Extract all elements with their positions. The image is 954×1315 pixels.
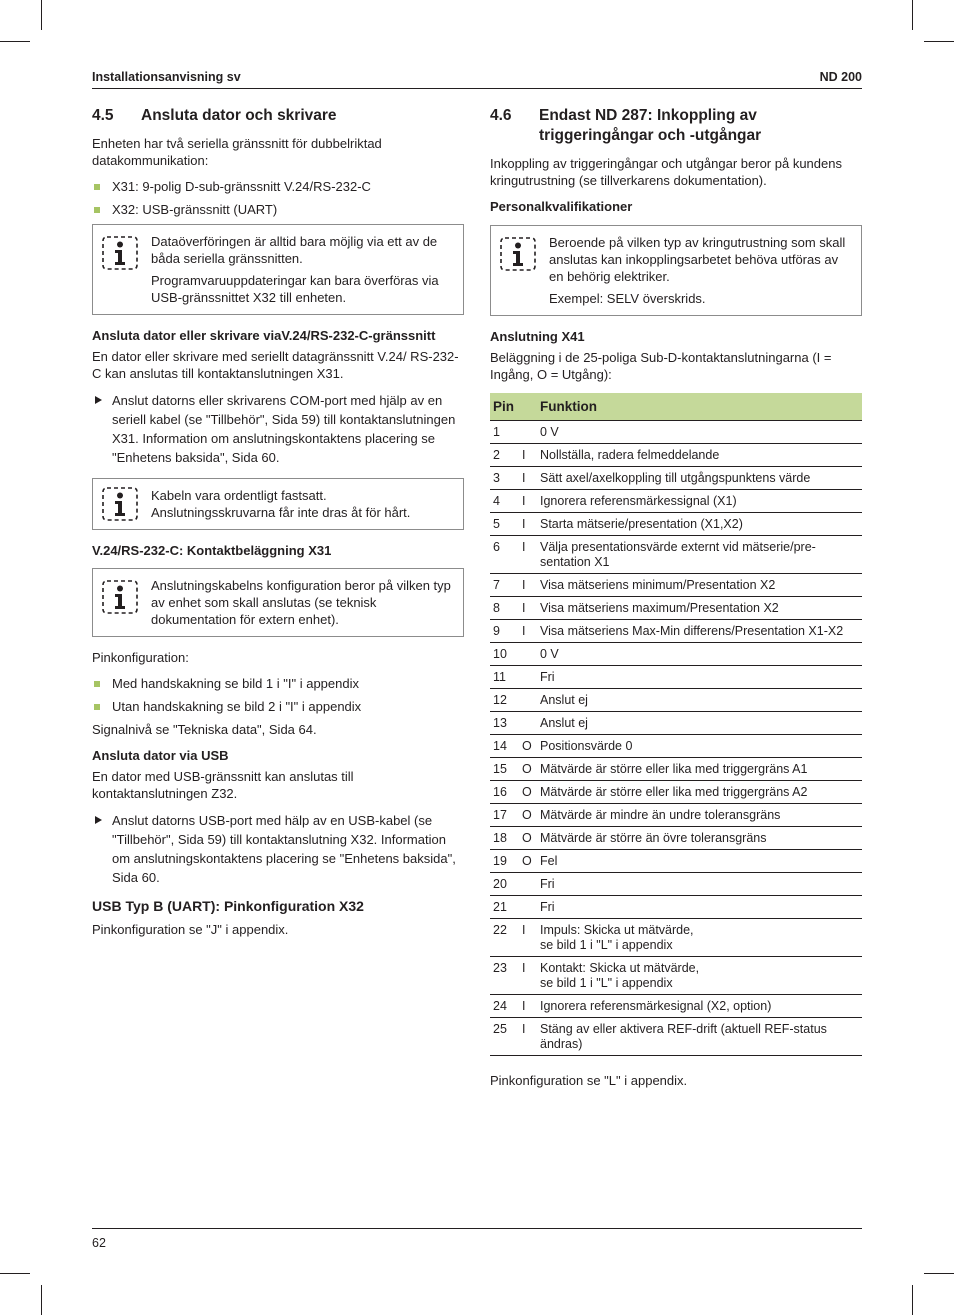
info-note xyxy=(92,224,464,315)
page-number: 62 xyxy=(92,1236,106,1250)
info-icon xyxy=(500,237,536,271)
pin-direction: I xyxy=(520,536,534,574)
pin-function-text: 0 V xyxy=(540,647,559,661)
pin-function-text: Mätvärde är mindre än undre toleransgräns xyxy=(540,808,781,822)
step-item: Anslut datorns eller skrivarens COM-port med hjälp av en seriell kabel (se "Tillbehör", Sida 59) till kontaktanslutningen X31. Information om anslutningskontaktens placering se "Enhetens baksida", Sida 60. xyxy=(92,391,464,467)
pin-number: 5 xyxy=(490,513,520,536)
pin-number: 20 xyxy=(490,873,520,896)
running-header xyxy=(92,69,862,89)
list-item: X32: USB-gränssnitt (UART) xyxy=(92,201,464,218)
table-row xyxy=(490,896,862,919)
pin-number: 13 xyxy=(490,712,520,735)
table-row xyxy=(490,666,862,689)
list-item: Med handskakning se bild 1 i "I" i appendix xyxy=(92,675,464,692)
table-row xyxy=(490,689,862,712)
pin-direction: O xyxy=(520,781,534,804)
interface-list xyxy=(92,178,464,218)
x32-text: Pinkonfiguration se "J" i appendix. xyxy=(92,922,289,937)
subheading-rs232: Ansluta dator eller skrivare viaV.24/RS-232-C-gränssnitt xyxy=(92,328,436,343)
note-text: Beroende på vilken typ av kringutrustning som skall anslutas kan inkopplingsarbetet behöva utföras av en behörig elektriker. xyxy=(549,235,846,284)
pin-number: 22 xyxy=(490,919,520,957)
header-product: ND 200 xyxy=(819,70,862,84)
table-row xyxy=(490,995,862,1018)
pin-number: 19 xyxy=(490,850,520,873)
pin-number: 6 xyxy=(490,536,520,574)
pin-number: 7 xyxy=(490,574,520,597)
table-row xyxy=(490,574,862,597)
info-icon xyxy=(102,487,138,521)
table-footnote: Pinkonfiguration se "L" i appendix. xyxy=(490,1073,688,1088)
note-text: Exempel: SELV överskrids. xyxy=(549,291,706,306)
pin-function xyxy=(534,873,862,896)
table-row xyxy=(490,421,862,444)
list-item: Utan handskakning se bild 2 i "I" i appendix xyxy=(92,698,464,715)
table-row xyxy=(490,957,862,995)
section-number: 4.5 xyxy=(92,107,114,124)
pin-direction: I xyxy=(520,1018,534,1056)
pin-direction: I xyxy=(520,467,534,490)
pin-number: 10 xyxy=(490,643,520,666)
section-title: Endast ND 287: Inkoppling av triggeringångar och -utgångar xyxy=(539,107,762,144)
pin-function xyxy=(534,735,862,758)
pin-function-text: Visa mätseriens Max-Min differens/Presentation X1-X2 xyxy=(540,624,844,638)
table-row xyxy=(490,536,862,574)
pin-number: 16 xyxy=(490,781,520,804)
pin-function-text: Impuls: Skicka ut mätvärde, xyxy=(540,923,694,937)
pin-number: 4 xyxy=(490,490,520,513)
crop-mark xyxy=(41,0,42,30)
pin-function xyxy=(534,467,862,490)
crop-mark xyxy=(912,1285,913,1315)
pin-function xyxy=(534,712,862,735)
signal-text: Signalnivå se "Tekniska data", Sida 64. xyxy=(92,722,317,737)
pin-function-text: Starta mätserie/presentation (X1,X2) xyxy=(540,517,743,531)
table-row xyxy=(490,597,862,620)
info-icon xyxy=(102,580,138,614)
pin-function-text: Stäng av eller aktivera REF-drift (aktuell REF-status ändras) xyxy=(540,1022,827,1051)
pin-direction: I xyxy=(520,513,534,536)
usb-text: En dator med USB-gränssnitt kan anslutas till kontaktanslutningen Z32. xyxy=(92,769,354,801)
info-note xyxy=(92,478,464,530)
pin-function-text: Anslut ej xyxy=(540,693,588,707)
table-row xyxy=(490,490,862,513)
pin-function xyxy=(534,804,862,827)
table-row xyxy=(490,850,862,873)
pin-function xyxy=(534,827,862,850)
table-row xyxy=(490,620,862,643)
pin-function-text: Visa mätseriens maximum/Presentation X2 xyxy=(540,601,779,615)
pin-function xyxy=(534,490,862,513)
list-item: X31: 9-polig D-sub-gränssnitt V.24/RS-232-C xyxy=(92,178,464,195)
pin-function xyxy=(534,689,862,712)
table-row xyxy=(490,467,862,490)
pin-label: Pinkonfiguration: xyxy=(92,650,189,665)
pin-function-text: Nollställa, radera felmeddelande xyxy=(540,448,720,462)
pin-function xyxy=(534,444,862,467)
pin-function-text: 0 V xyxy=(540,425,559,439)
pin-direction: O xyxy=(520,735,534,758)
footer-rule xyxy=(92,1228,862,1229)
step-item: Anslut datorns USB-port med hälp av en USB-kabel (se "Tillbehör", Sida 59) till kontaktanslutning X32. Information om anslutningskontaktens placering se "Enhetens baksida", Sida 60. xyxy=(92,811,464,887)
pin-function-text: Mätvärde är större eller lika med triggergräns A2 xyxy=(540,785,808,799)
pin-function xyxy=(534,666,862,689)
pin-function-text: se bild 1 i "L" i appendix xyxy=(540,976,673,990)
pin-direction xyxy=(520,666,534,689)
crop-mark xyxy=(912,0,913,30)
pin-function-text: Ignorera referensmärkessignal (X1) xyxy=(540,494,737,508)
pin-direction: I xyxy=(520,919,534,957)
pin-function xyxy=(534,597,862,620)
intro-text: Enheten har två seriella gränssnitt för dubbelriktad datakommunikation: xyxy=(92,136,382,168)
pin-function-text: se bild 1 i "L" i appendix xyxy=(540,938,673,952)
table-row xyxy=(490,804,862,827)
info-icon xyxy=(102,236,138,270)
table-row xyxy=(490,758,862,781)
pin-direction: I xyxy=(520,490,534,513)
pin-direction: I xyxy=(520,597,534,620)
crop-mark xyxy=(924,41,954,42)
pin-function-text: Mätvärde är större eller lika med triggergräns A1 xyxy=(540,762,808,776)
pin-function xyxy=(534,421,862,444)
pin-number: 18 xyxy=(490,827,520,850)
table-header-row xyxy=(490,393,862,421)
info-note xyxy=(92,568,464,637)
pin-number: 23 xyxy=(490,957,520,995)
section-heading-4-5 xyxy=(92,106,464,126)
table-row xyxy=(490,513,862,536)
pin-number: 25 xyxy=(490,1018,520,1056)
section-title: Ansluta dator och skrivare xyxy=(141,107,337,124)
pin-function xyxy=(534,574,862,597)
table-row xyxy=(490,444,862,467)
pin-direction xyxy=(520,712,534,735)
note-text: Anslutningskabelns konfiguration beror på vilken typ av enhet som skall anslutas (se teknisk dokumentation för extern enhet). xyxy=(151,578,451,627)
table-row xyxy=(490,827,862,850)
pin-function xyxy=(534,896,862,919)
x41-text: Beläggning i de 25-poliga Sub-D-kontaktanslutningarna (I = Ingång, O = Utgång): xyxy=(490,350,832,382)
right-column xyxy=(490,106,862,1098)
note-text: Dataöverföringen är alltid bara möjlig via ett av de båda seriella gränssnitten. xyxy=(151,234,438,266)
column-header-function: Funktion xyxy=(534,393,862,421)
subheading-personal: Personalkvalifikationer xyxy=(490,199,633,214)
table-row xyxy=(490,873,862,896)
pin-function-text: Positionsvärde 0 xyxy=(540,739,633,753)
pin-function xyxy=(534,536,862,574)
pin-function xyxy=(534,957,862,995)
info-note xyxy=(490,225,862,316)
pin-number: 15 xyxy=(490,758,520,781)
pin-direction: I xyxy=(520,957,534,995)
pin-function xyxy=(534,643,862,666)
left-column xyxy=(92,106,464,947)
table-row xyxy=(490,712,862,735)
pin-function-text: Ignorera referensmärkesignal (X2, option) xyxy=(540,999,772,1013)
pin-number: 8 xyxy=(490,597,520,620)
pin-number: 21 xyxy=(490,896,520,919)
note-text: Kabeln vara ordentligt fastsatt. Anslutningsskruvarna får inte dras åt för hårt. xyxy=(151,488,411,520)
pin-direction: O xyxy=(520,758,534,781)
pin-function-text: Mätvärde är större än övre toleransgräns xyxy=(540,831,767,845)
crop-mark xyxy=(41,1285,42,1315)
pin-function xyxy=(534,620,862,643)
column-header-pin: Pin xyxy=(490,393,534,421)
pin-direction xyxy=(520,896,534,919)
subheading-usb: Ansluta dator via USB xyxy=(92,748,229,763)
section-heading-4-6 xyxy=(490,106,862,146)
pin-function xyxy=(534,1018,862,1056)
note-text: Programvaruuppdateringar kan bara överföras via USB-gränssnittet X32 till enheten. xyxy=(151,273,439,305)
rs232-text: En dator eller skrivare med seriellt datagränssnitt V.24/ RS-232-C kan anslutas till kontaktanslutningen X31. xyxy=(92,349,459,381)
pin-number: 2 xyxy=(490,444,520,467)
pin-direction xyxy=(520,689,534,712)
step-list xyxy=(92,811,464,887)
pin-function-text: Fri xyxy=(540,670,555,684)
pin-direction xyxy=(520,643,534,666)
subheading-x41: Anslutning X41 xyxy=(490,329,585,344)
pin-direction: O xyxy=(520,804,534,827)
pin-function xyxy=(534,850,862,873)
pin-number: 17 xyxy=(490,804,520,827)
subheading-x32: USB Typ B (UART): Pinkonfiguration X32 xyxy=(92,898,364,914)
pin-list xyxy=(92,675,464,715)
pin-number: 24 xyxy=(490,995,520,1018)
pin-direction: I xyxy=(520,620,534,643)
table-row xyxy=(490,735,862,758)
pin-number: 9 xyxy=(490,620,520,643)
pin-function xyxy=(534,781,862,804)
header-title: Installationsanvisning sv xyxy=(92,70,241,84)
pin-function-text: Fri xyxy=(540,877,555,891)
table-row xyxy=(490,781,862,804)
pin-number: 14 xyxy=(490,735,520,758)
crop-mark xyxy=(0,41,30,42)
pin-direction: I xyxy=(520,995,534,1018)
pin-number: 3 xyxy=(490,467,520,490)
pin-function xyxy=(534,919,862,957)
pin-number: 1 xyxy=(490,421,520,444)
pin-function-text: Sätt axel/axelkoppling till utgångspunktens värde xyxy=(540,471,811,485)
pin-function-text: Kontakt: Skicka ut mätvärde, xyxy=(540,961,700,975)
crop-mark xyxy=(924,1273,954,1274)
subheading-x31: V.24/RS-232-C: Kontaktbeläggning X31 xyxy=(92,543,332,558)
pin-number: 12 xyxy=(490,689,520,712)
pin-direction xyxy=(520,421,534,444)
pin-direction: O xyxy=(520,850,534,873)
pin-function xyxy=(534,758,862,781)
pin-function-text: Anslut ej xyxy=(540,716,588,730)
pin-function-text: Visa mätseriens minimum/Presentation X2 xyxy=(540,578,776,592)
pin-direction xyxy=(520,873,534,896)
pin-direction: I xyxy=(520,444,534,467)
step-list xyxy=(92,391,464,467)
pin-table xyxy=(490,393,862,1056)
section-number: 4.6 xyxy=(490,107,512,124)
crop-mark xyxy=(0,1273,30,1274)
pin-function-text: Fri xyxy=(540,900,555,914)
pin-function xyxy=(534,995,862,1018)
pin-direction: O xyxy=(520,827,534,850)
pin-table-body xyxy=(490,421,862,1056)
pin-function-text: Fel xyxy=(540,854,558,868)
pin-number: 11 xyxy=(490,666,520,689)
table-row xyxy=(490,919,862,957)
table-row xyxy=(490,643,862,666)
table-row xyxy=(490,1018,862,1056)
pin-function xyxy=(534,513,862,536)
pin-direction: I xyxy=(520,574,534,597)
intro-text: Inkoppling av triggeringångar och utgångar beror på kundens kringutrustning (se tillverkarens dokumentation). xyxy=(490,156,842,188)
pin-function-text: Välja presentationsvärde externt vid mätserie/pre-sentation X1 xyxy=(540,540,816,569)
